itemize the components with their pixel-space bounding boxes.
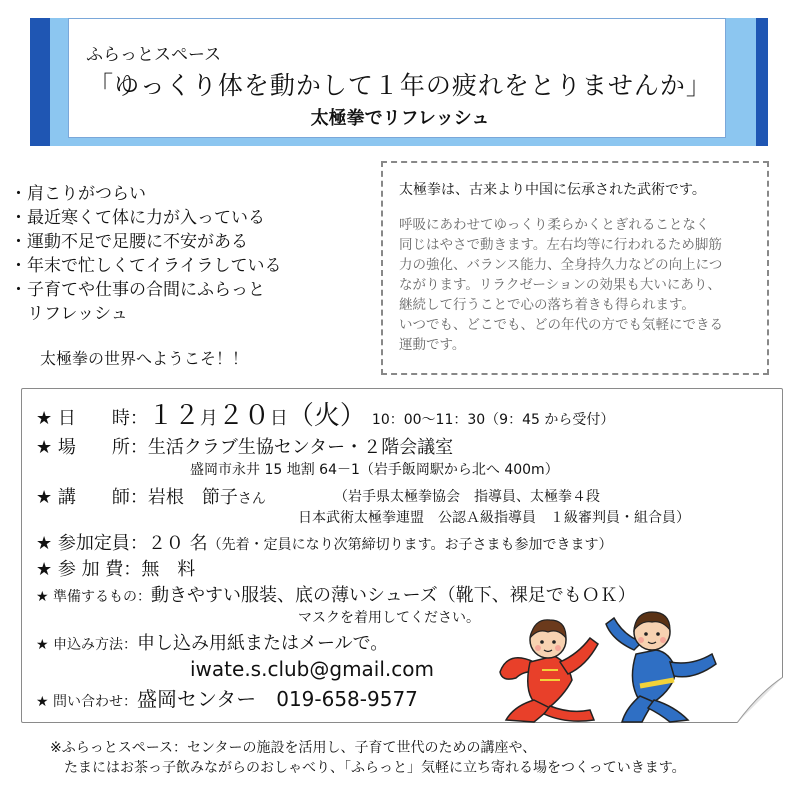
description-line: 力の強化、バランス能力、全身持久力などの向上につ — [399, 257, 723, 273]
description-body — [399, 215, 755, 355]
taichi-description-box — [381, 161, 769, 375]
date-day: ２０ — [217, 401, 270, 431]
apply-row — [36, 629, 388, 655]
fee-row — [36, 555, 195, 581]
instructor-honorific: さん — [237, 491, 266, 507]
list-item: ・子育てや仕事の合間にふらっと — [10, 280, 265, 300]
date-month: １２ — [147, 401, 200, 431]
description-heading: 太極拳は、古来より中国に伝承された武術です。 — [399, 182, 706, 198]
list-item: ・肩こりがつらい — [10, 184, 146, 204]
contact-value: 盛岡センター 019-658-9577 — [137, 687, 418, 711]
taichi-kids-illustration — [494, 610, 720, 724]
belongings-row — [36, 581, 636, 607]
footnote-line-1: ※ふらっとスペース：センターの施設を活用し、子育て世代のための講座や、 — [50, 740, 537, 756]
belongings-label: ★ 準備するもの： — [36, 589, 152, 605]
capacity-value: ２０ 名 — [147, 533, 208, 554]
instructor-role-2: 日本武術太極拳連盟 公認Ａ級指導員 １級審判員・組合員） — [298, 510, 690, 526]
contact-row — [36, 683, 418, 712]
instructor-role-1: （岩手県太極拳協会 指導員、太極拳４段 — [334, 489, 600, 505]
girl-figure-icon — [500, 620, 598, 722]
fee-label: ★ 参 加 費： — [36, 559, 142, 580]
date-month-unit: 月 — [199, 408, 218, 429]
venue-label: ★ 場 所： — [36, 437, 148, 458]
instructor-label: ★ 講 師： — [36, 487, 148, 508]
list-item: ・最近寒くて体に力が入っている — [10, 208, 265, 228]
capacity-row — [36, 529, 612, 555]
venue-value: 生活クラブ生協センター・２階会議室 — [147, 437, 454, 458]
date-weekday: （火） — [287, 401, 366, 431]
venue-row — [36, 433, 453, 459]
date-label: ★ 日 時： — [36, 408, 148, 429]
banner-tagline: 太極拳でリフレッシュ — [310, 108, 490, 129]
belongings-value: 動きやすい服装、底の薄いシューズ（靴下、裸足でもＯＫ） — [151, 585, 636, 606]
boy-figure-icon — [606, 612, 716, 722]
description-line: 運動です。 — [399, 337, 466, 353]
description-line: 継続して行うことで心の落ち着きも得られます。 — [399, 297, 695, 313]
venue-address: 盛岡市永井 15 地割 64－1（岩手飯岡駅から北へ 400m） — [190, 462, 559, 478]
footnote-line-2: たまにはお茶っ子飲みながらのおしゃべり、「ふらっと」気軽に立ち寄れる場をつくっていきます。 — [64, 760, 686, 776]
banner-title: 「ゆっくり体を動かして１年の疲れをとりませんか」 — [88, 71, 712, 100]
description-line: ながります。リラクゼーションの効果も大いにあり、 — [399, 277, 721, 293]
date-row — [36, 395, 614, 432]
description-line: 呼吸にあわせてゆっくり柔らかくとぎれることなく — [399, 217, 710, 233]
list-item: リフレッシュ — [10, 304, 128, 324]
capacity-note: （先着・定員になり次第締切ります。お子さまも参加できます） — [207, 537, 613, 553]
belongings-note: マスクを着用してください。 — [298, 610, 480, 626]
description-line: 同じはやさで動きます。左右均等に行われるため脚筋 — [399, 237, 722, 253]
list-item: ・運動不足で足腰に不安がある — [10, 232, 248, 252]
symptom-list — [10, 182, 282, 326]
date-day-unit: 日 — [269, 408, 288, 429]
date-time: 10：00～11：30（9：45 から受付） — [371, 412, 615, 428]
footnote — [50, 738, 686, 778]
description-line: いつでも、どこでも、どの年代の方でも気軽にできる — [399, 317, 723, 333]
fee-value: 無 料 — [141, 559, 196, 580]
contact-label: ★ 問い合わせ： — [36, 694, 138, 710]
welcome-text: 太極拳の世界へようこそ！！ — [40, 349, 249, 368]
apply-value: 申し込み用紙またはメールで。 — [137, 633, 389, 654]
page-curl-icon — [737, 677, 783, 723]
apply-email[interactable]: iwate.s.club@gmail.com — [190, 657, 434, 681]
list-item: ・年末で忙しくてイライラしている — [10, 256, 282, 276]
instructor-row — [36, 483, 266, 509]
capacity-label: ★ 参加定員： — [36, 533, 148, 554]
banner-subtitle: ふらっとスペース — [86, 45, 222, 65]
apply-label: ★ 申込み方法： — [36, 637, 138, 653]
instructor-name: 岩根 節子 — [147, 487, 238, 508]
